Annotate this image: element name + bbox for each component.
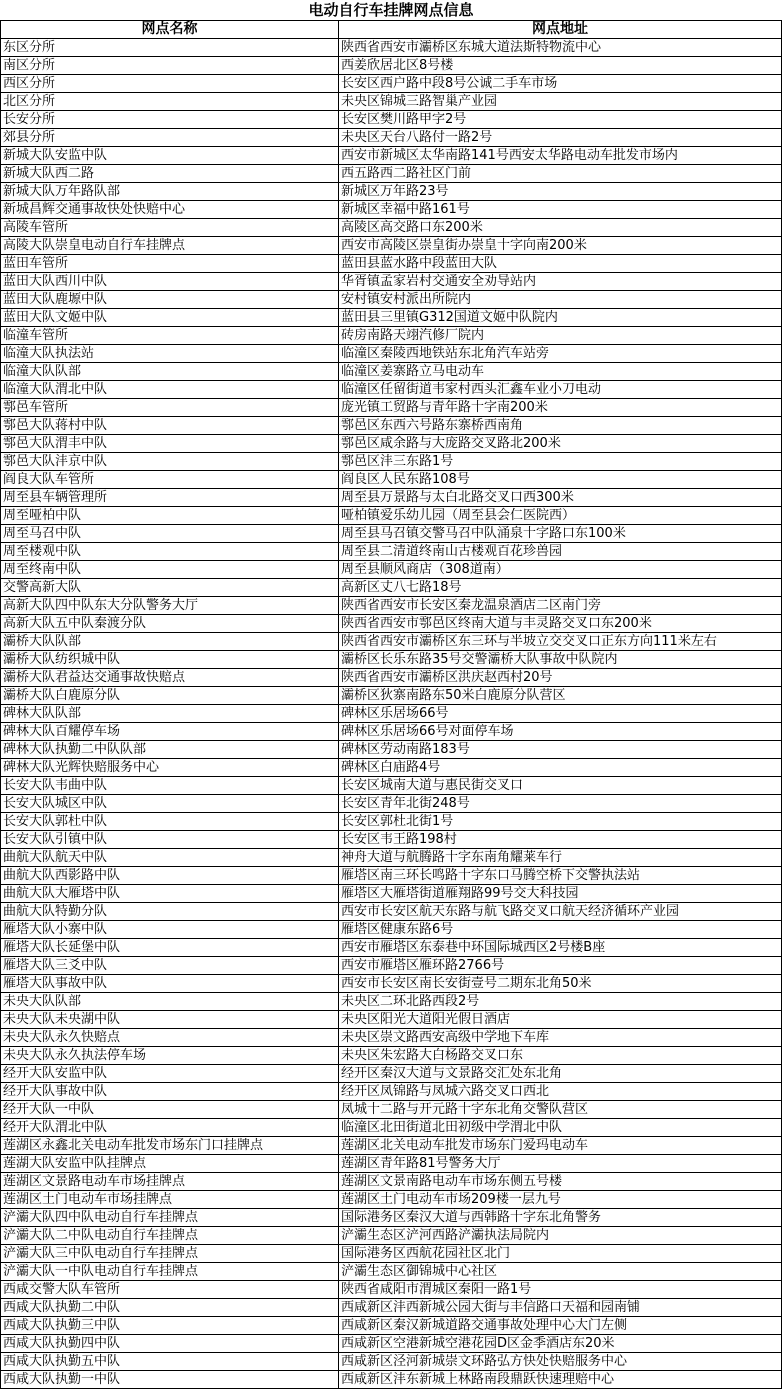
- outlet-name-cell: 蓝田大队文姬中队: [1, 309, 339, 327]
- table-row: [1, 1299, 782, 1317]
- outlet-name-cell: 东区分所: [1, 39, 339, 57]
- outlet-address-cell: 碑林区乐居场66号: [339, 705, 782, 723]
- outlet-address-cell: 西咸新区沣东新城上林路南段鼎跃快速理赔中心: [339, 1371, 782, 1389]
- outlet-address-cell: 西安市长安区南长安街壹号二期东北角50米: [339, 975, 782, 993]
- outlet-address-cell: 蓝田县三里镇G312国道文姬中队院内: [339, 309, 782, 327]
- outlet-name-cell: 长安分所: [1, 111, 339, 129]
- outlet-address-cell: 雁塔区大雁塔街道雁翔路99号交大科技园: [339, 885, 782, 903]
- outlet-name-cell: 新城大队万年路队部: [1, 183, 339, 201]
- outlet-address-cell: 西安市长安区航天东路与航飞路交叉口航天经济循环产业园: [339, 903, 782, 921]
- outlet-name-cell: 高新大队五中队秦渡分队: [1, 615, 339, 633]
- table-row: [1, 345, 782, 363]
- outlet-name-cell: 西咸大队执勤五中队: [1, 1353, 339, 1371]
- outlet-name-cell: 交警高新大队: [1, 579, 339, 597]
- outlet-name-cell: 鄠邑大队蒋村中队: [1, 417, 339, 435]
- table-row: [1, 93, 782, 111]
- outlet-name-cell: 周至终南中队: [1, 561, 339, 579]
- table-row: [1, 381, 782, 399]
- outlet-name-cell: 经开大队一中队: [1, 1101, 339, 1119]
- outlet-name-cell: 西咸大队执勤二中队: [1, 1299, 339, 1317]
- outlet-address-cell: 临潼区秦陵西地铁站东北角汽车站旁: [339, 345, 782, 363]
- outlet-address-cell: 莲湖区文景南路电动车市场东侧五号楼: [339, 1173, 782, 1191]
- outlet-name-cell: 南区分所: [1, 57, 339, 75]
- outlet-address-cell: 西安市新城区太华南路141号西安太华路电动车批发市场内: [339, 147, 782, 165]
- outlet-name-cell: 长安大队引镇中队: [1, 831, 339, 849]
- outlet-name-cell: 阎良大队车管所: [1, 471, 339, 489]
- table-row: [1, 1335, 782, 1353]
- outlet-address-cell: 莲湖区青年路81号警务大厅: [339, 1155, 782, 1173]
- outlet-name-cell: 长安大队郭杜中队: [1, 813, 339, 831]
- table-row: [1, 489, 782, 507]
- column-header-address: 网点地址: [339, 21, 782, 39]
- outlet-name-cell: 北区分所: [1, 93, 339, 111]
- outlet-name-cell: 浐灞大队四中队电动自行车挂牌点: [1, 1209, 339, 1227]
- table-row: [1, 1029, 782, 1047]
- table-row: [1, 183, 782, 201]
- outlet-address-cell: 未央区锦城三路智巢产业园: [339, 93, 782, 111]
- outlet-name-cell: 雁塔大队长延堡中队: [1, 939, 339, 957]
- table-row: [1, 1047, 782, 1065]
- outlet-address-cell: 雁塔区健康东路6号: [339, 921, 782, 939]
- outlet-name-cell: 莲湖区文景路电动车市场挂牌点: [1, 1173, 339, 1191]
- table-row: [1, 129, 782, 147]
- table-row: [1, 1011, 782, 1029]
- table-row: [1, 1227, 782, 1245]
- outlet-name-cell: 雁塔大队三爻中队: [1, 957, 339, 975]
- outlet-name-cell: 碑林大队百耀停车场: [1, 723, 339, 741]
- outlet-address-cell: 西安市雁塔区东泰巷中环国际城西区2号楼B座: [339, 939, 782, 957]
- outlet-address-cell: 陕西省西安市灞桥区东三环与半坡立交交叉口正东方向111米左右: [339, 633, 782, 651]
- outlet-address-cell: 临潼区任留街道韦家村西头汇鑫车业小刀电动: [339, 381, 782, 399]
- outlet-address-cell: 碑林区乐居场66号对面停车场: [339, 723, 782, 741]
- outlet-address-cell: 庞光镇工贸路与青年路十字南200米: [339, 399, 782, 417]
- outlet-name-cell: 曲航大队西影路中队: [1, 867, 339, 885]
- outlet-name-cell: 浐灞大队二中队电动自行车挂牌点: [1, 1227, 339, 1245]
- table-row: [1, 1371, 782, 1389]
- outlet-name-cell: 经开大队安监中队: [1, 1065, 339, 1083]
- outlet-address-cell: 鄠邑区咸余路与大庞路交叉路北200米: [339, 435, 782, 453]
- table-row: [1, 669, 782, 687]
- outlet-address-cell: 神舟大道与航腾路十字东南角耀莱车行: [339, 849, 782, 867]
- table-row: [1, 579, 782, 597]
- outlet-name-cell: 碑林大队执勤二中队队部: [1, 741, 339, 759]
- table-row: [1, 1101, 782, 1119]
- table-row: [1, 1137, 782, 1155]
- outlet-address-cell: 鄠邑区沣三东路1号: [339, 453, 782, 471]
- outlet-name-cell: 西咸交警大队车管所: [1, 1281, 339, 1299]
- outlet-name-cell: 周至马召中队: [1, 525, 339, 543]
- outlet-name-cell: 新城大队安监中队: [1, 147, 339, 165]
- outlet-address-cell: 国际港务区西航花园社区北门: [339, 1245, 782, 1263]
- outlet-address-cell: 西咸新区泾河新城崇文环路弘方快处快赔服务中心: [339, 1353, 782, 1371]
- table-row: [1, 759, 782, 777]
- table-header-row: [1, 21, 782, 39]
- table-row: [1, 1263, 782, 1281]
- outlet-address-cell: 长安区韦王路198村: [339, 831, 782, 849]
- table-row: [1, 1083, 782, 1101]
- outlet-name-cell: 高陵车管所: [1, 219, 339, 237]
- outlet-address-cell: 长安区郭杜北街1号: [339, 813, 782, 831]
- table-row: [1, 651, 782, 669]
- outlet-address-cell: 安村镇安村派出所院内: [339, 291, 782, 309]
- outlet-address-cell: 周至县马召镇交警马召中队涌泉十字路口东100米: [339, 525, 782, 543]
- outlet-name-cell: 鄠邑大队渭丰中队: [1, 435, 339, 453]
- table-row: [1, 903, 782, 921]
- outlet-name-cell: 西咸大队执勤三中队: [1, 1317, 339, 1335]
- table-row: [1, 219, 782, 237]
- outlet-address-cell: 新城区幸福中路161号: [339, 201, 782, 219]
- outlet-address-cell: 浐灞生态区浐河西路浐灞执法局院内: [339, 1227, 782, 1245]
- table-row: [1, 147, 782, 165]
- outlet-name-cell: 浐灞大队一中队电动自行车挂牌点: [1, 1263, 339, 1281]
- outlet-address-cell: 灞桥区长乐东路35号交警灞桥大队事故中队院内: [339, 651, 782, 669]
- outlet-name-cell: 临潼车管所: [1, 327, 339, 345]
- table-body: [1, 39, 782, 1389]
- table-row: [1, 741, 782, 759]
- outlet-table: [0, 20, 782, 1389]
- outlet-name-cell: 高陵大队崇皇电动自行车挂牌点: [1, 237, 339, 255]
- table-row: [1, 57, 782, 75]
- table-row: [1, 615, 782, 633]
- outlet-address-cell: 经开区秦汉大道与文景路交汇处东北角: [339, 1065, 782, 1083]
- outlet-name-cell: 西咸大队执勤四中队: [1, 1335, 339, 1353]
- outlet-name-cell: 未央大队永久执法停车场: [1, 1047, 339, 1065]
- outlet-address-cell: 浐灞生态区御锦城中心社区: [339, 1263, 782, 1281]
- outlet-name-cell: 曲航大队大雁塔中队: [1, 885, 339, 903]
- outlet-name-cell: 未央大队未央湖中队: [1, 1011, 339, 1029]
- outlet-address-cell: 灞桥区狄寨南路东50米白鹿原分队营区: [339, 687, 782, 705]
- outlet-address-cell: 西五路西二路社区门前: [339, 165, 782, 183]
- outlet-name-cell: 灞桥大队队部: [1, 633, 339, 651]
- outlet-address-cell: 未央区二环北路西段2号: [339, 993, 782, 1011]
- outlet-name-cell: 莲湖区永鑫北关电动车批发市场东门口挂牌点: [1, 1137, 339, 1155]
- outlet-name-cell: 长安大队韦曲中队: [1, 777, 339, 795]
- outlet-address-cell: 陕西省西安市灞桥区东城大道法斯特物流中心: [339, 39, 782, 57]
- outlet-name-cell: 雁塔大队小寨中队: [1, 921, 339, 939]
- outlet-name-cell: 临潼大队队部: [1, 363, 339, 381]
- outlet-name-cell: 周至县车辆管理所: [1, 489, 339, 507]
- outlet-address-cell: 华胥镇孟家岩村交通安全劝导站内: [339, 273, 782, 291]
- table-row: [1, 237, 782, 255]
- outlet-name-cell: 经开大队事故中队: [1, 1083, 339, 1101]
- table-row: [1, 507, 782, 525]
- table-row: [1, 1353, 782, 1371]
- outlet-name-cell: 未央大队永久快赔点: [1, 1029, 339, 1047]
- table-row: [1, 831, 782, 849]
- outlet-address-cell: 哑柏镇爱乐幼儿园（周至县会仁医院西）: [339, 507, 782, 525]
- outlet-name-cell: 周至哑柏中队: [1, 507, 339, 525]
- outlet-address-cell: 西安市雁塔区雁环路2766号: [339, 957, 782, 975]
- table-row: [1, 309, 782, 327]
- table-row: [1, 525, 782, 543]
- outlet-name-cell: 长安大队城区中队: [1, 795, 339, 813]
- table-row: [1, 363, 782, 381]
- table-row: [1, 327, 782, 345]
- outlet-address-cell: 临潼区姜寨路立马电动车: [339, 363, 782, 381]
- outlet-name-cell: 浐灞大队三中队电动自行车挂牌点: [1, 1245, 339, 1263]
- outlet-name-cell: 蓝田车管所: [1, 255, 339, 273]
- outlet-address-cell: 陕西省西安市长安区秦龙温泉酒店二区南门旁: [339, 597, 782, 615]
- table-row: [1, 1119, 782, 1137]
- table-row: [1, 39, 782, 57]
- outlet-address-cell: 未央区天台八路付一路2号: [339, 129, 782, 147]
- outlet-name-cell: 西咸大队执勤一中队: [1, 1371, 339, 1389]
- outlet-name-cell: 临潼大队执法站: [1, 345, 339, 363]
- outlet-address-cell: 未央区阳光大道阳光假日酒店: [339, 1011, 782, 1029]
- outlet-address-cell: 西姜欣居北区8号楼: [339, 57, 782, 75]
- table-row: [1, 813, 782, 831]
- table-row: [1, 111, 782, 129]
- outlet-address-cell: 周至县顺风商店（308道南）: [339, 561, 782, 579]
- outlet-address-cell: 莲湖区土门电动车市场209楼一层九号: [339, 1191, 782, 1209]
- outlet-address-cell: 西咸新区空港新城空港花园D区金季酒店东20米: [339, 1335, 782, 1353]
- outlet-address-cell: 阎良区人民东路108号: [339, 471, 782, 489]
- outlet-address-cell: 凤城十二路与开元路十字东北角交警队营区: [339, 1101, 782, 1119]
- table-row: [1, 255, 782, 273]
- table-row: [1, 597, 782, 615]
- table-row: [1, 795, 782, 813]
- table-row: [1, 1281, 782, 1299]
- table-row: [1, 1065, 782, 1083]
- table-row: [1, 1155, 782, 1173]
- outlet-name-cell: 鄠邑车管所: [1, 399, 339, 417]
- outlet-name-cell: 新城昌辉交通事故快处快赔中心: [1, 201, 339, 219]
- table-row: [1, 1209, 782, 1227]
- outlet-name-cell: 莲湖区土门电动车市场挂牌点: [1, 1191, 339, 1209]
- outlet-name-cell: 蓝田大队西川中队: [1, 273, 339, 291]
- outlet-name-cell: 曲航大队特勤分队: [1, 903, 339, 921]
- outlet-address-cell: 长安区西户路中段8号公诚二手车市场: [339, 75, 782, 93]
- outlet-address-cell: 碑林区劳动南路183号: [339, 741, 782, 759]
- table-row: [1, 687, 782, 705]
- outlet-name-cell: 曲航大队航天中队: [1, 849, 339, 867]
- outlet-address-cell: 高新区丈八七路18号: [339, 579, 782, 597]
- table-row: [1, 975, 782, 993]
- table-row: [1, 957, 782, 975]
- table-row: [1, 75, 782, 93]
- outlet-address-cell: 长安区城南大道与惠民街交叉口: [339, 777, 782, 795]
- outlet-address-cell: 西安市高陵区崇皇街办崇皇十字向南200米: [339, 237, 782, 255]
- outlet-address-cell: 国际港务区秦汉大道与西韩路十字东北角警务: [339, 1209, 782, 1227]
- outlet-address-cell: 雁塔区南三环长鸣路十字东口马腾空桥下交警执法站: [339, 867, 782, 885]
- table-row: [1, 453, 782, 471]
- table-row: [1, 849, 782, 867]
- outlet-name-cell: 周至楼观中队: [1, 543, 339, 561]
- outlet-address-cell: 陕西省西安市鄠邑区终南大道与丰灵路交叉口东200米: [339, 615, 782, 633]
- outlet-name-cell: 雁塔大队事故中队: [1, 975, 339, 993]
- outlet-name-cell: 高新大队四中队东大分队警务大厅: [1, 597, 339, 615]
- outlet-address-cell: 长安区青年北街248号: [339, 795, 782, 813]
- outlet-address-cell: 碑林区白庙路4号: [339, 759, 782, 777]
- table-row: [1, 867, 782, 885]
- outlet-name-cell: 蓝田大队鹿塬中队: [1, 291, 339, 309]
- table-row: [1, 993, 782, 1011]
- outlet-name-cell: 碑林大队队部: [1, 705, 339, 723]
- table-row: [1, 921, 782, 939]
- outlet-address-cell: 未央区崇文路西安高级中学地下车库: [339, 1029, 782, 1047]
- outlet-address-cell: 莲湖区北关电动车批发市场东门爱玛电动车: [339, 1137, 782, 1155]
- outlet-name-cell: 灞桥大队纺织城中队: [1, 651, 339, 669]
- outlet-name-cell: 未央大队队部: [1, 993, 339, 1011]
- table-row: [1, 705, 782, 723]
- column-header-name: 网点名称: [1, 21, 339, 39]
- outlet-name-cell: 西区分所: [1, 75, 339, 93]
- table-row: [1, 633, 782, 651]
- outlet-address-cell: 西咸新区秦汉新城道路交通事故处理中心大门左侧: [339, 1317, 782, 1335]
- outlet-address-cell: 未央区朱宏路大白杨路交叉口东: [339, 1047, 782, 1065]
- table-row: [1, 723, 782, 741]
- outlet-address-cell: 砖房南路天翊汽修厂院内: [339, 327, 782, 345]
- outlet-address-cell: 高陵区高交路口东200米: [339, 219, 782, 237]
- outlet-name-cell: 新城大队西二路: [1, 165, 339, 183]
- outlet-address-cell: 周至县二清道终南山古楼观百花珍兽园: [339, 543, 782, 561]
- table-row: [1, 201, 782, 219]
- table-row: [1, 777, 782, 795]
- table-row: [1, 273, 782, 291]
- outlet-name-cell: 鄠邑大队沣京中队: [1, 453, 339, 471]
- outlet-name-cell: 郊县分所: [1, 129, 339, 147]
- outlet-address-cell: 陕西省咸阳市渭城区秦阳一路1号: [339, 1281, 782, 1299]
- outlet-address-cell: 新城区万年路23号: [339, 183, 782, 201]
- table-row: [1, 291, 782, 309]
- outlet-name-cell: 灞桥大队白鹿原分队: [1, 687, 339, 705]
- table-row: [1, 1317, 782, 1335]
- table-row: [1, 435, 782, 453]
- outlet-address-cell: 临潼区北田街道北田初级中学渭北中队: [339, 1119, 782, 1137]
- table-row: [1, 399, 782, 417]
- table-row: [1, 1245, 782, 1263]
- table-row: [1, 561, 782, 579]
- outlet-address-cell: 西咸新区沣西新城公园大街与丰信路口天福和园南铺: [339, 1299, 782, 1317]
- table-row: [1, 471, 782, 489]
- outlet-name-cell: 临潼大队渭北中队: [1, 381, 339, 399]
- outlet-name-cell: 经开大队渭北中队: [1, 1119, 339, 1137]
- outlet-address-cell: 长安区樊川路甲字2号: [339, 111, 782, 129]
- table-row: [1, 1191, 782, 1209]
- outlet-name-cell: 莲湖大队安监中队挂牌点: [1, 1155, 339, 1173]
- table-row: [1, 417, 782, 435]
- outlet-name-cell: 碑林大队光辉快赔服务中心: [1, 759, 339, 777]
- outlet-name-cell: 灞桥大队君益达交通事故快赔点: [1, 669, 339, 687]
- outlet-address-cell: 经开区凤锦路与凤城六路交叉口西北: [339, 1083, 782, 1101]
- outlet-address-cell: 陕西省西安市灞桥区洪庆赵西村20号: [339, 669, 782, 687]
- table-row: [1, 885, 782, 903]
- outlet-address-cell: 鄠邑区东西六号路东寨桥西南角: [339, 417, 782, 435]
- outlet-address-cell: 蓝田县蓝水路中段蓝田大队: [339, 255, 782, 273]
- table-row: [1, 939, 782, 957]
- document-title: 电动自行车挂牌网点信息: [308, 1, 474, 19]
- table-row: [1, 1173, 782, 1191]
- table-row: [1, 165, 782, 183]
- table-row: [1, 543, 782, 561]
- outlet-address-cell: 周至县万景路与太白北路交叉口西300米: [339, 489, 782, 507]
